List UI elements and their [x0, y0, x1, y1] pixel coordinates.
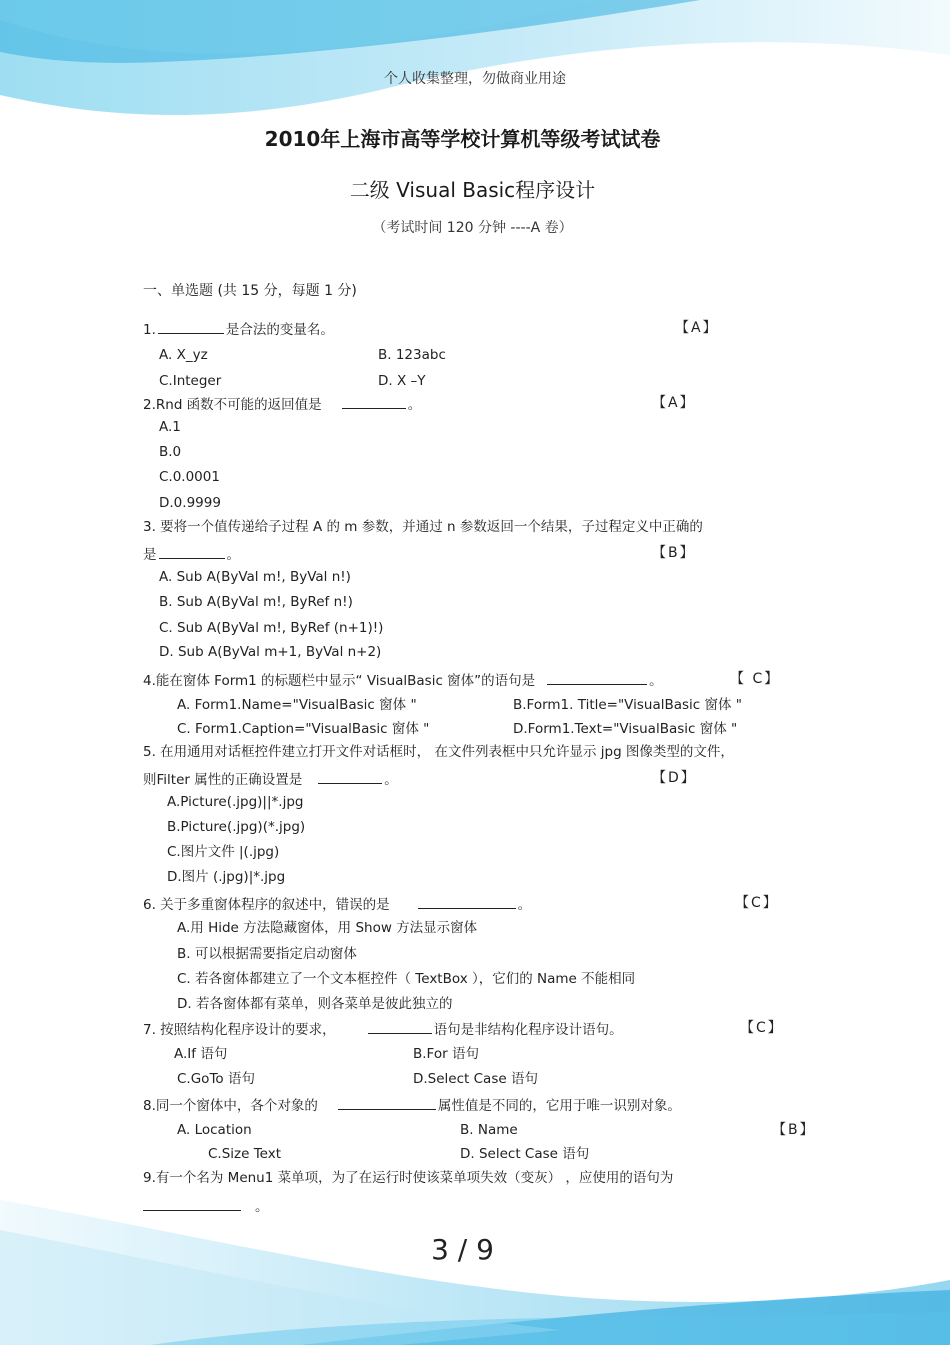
- question-4-option-a: A. Form1.Name="VisualBasic 窗体 ": [177, 697, 417, 713]
- question-5-option-d: D.图片 (.jpg)|*.jpg: [167, 869, 286, 885]
- question-8-option-d: D. Select Case 语句: [460, 1146, 590, 1162]
- answer-blank: [143, 1196, 241, 1211]
- page-number: 3 / 9: [431, 1233, 494, 1266]
- question-2-option-b: B.0: [159, 444, 182, 460]
- question-8-option-c: C.Size Text: [208, 1146, 282, 1162]
- section-heading: 一、单选题 (共 15 分，每题 1 分): [143, 283, 357, 299]
- question-4-option-b: B.Form1. Title="VisualBasic 窗体 ": [513, 697, 743, 713]
- answer-blank: [368, 1019, 432, 1034]
- question-2-option-a: A.1: [159, 419, 181, 435]
- question-7-stem: 7. 按照结构化程序设计的要求， 语句是非结构化程序设计语句。: [143, 1019, 623, 1039]
- question-1-option-b: B. 123abc: [378, 347, 446, 363]
- question-4-option-c: C. Form1.Caption="VisualBasic 窗体 ": [177, 721, 430, 737]
- answer-blank: [418, 894, 516, 909]
- question-8-stem: 8.同一个窗体中，各个对象的 属性值是不同的，它用于唯一识别对象。: [143, 1095, 681, 1115]
- question-5-option-c: C.图片文件 |(.jpg): [167, 844, 280, 860]
- question-1-stem: 1. 是合法的变量名。: [143, 319, 334, 339]
- exam-title: 2010年上海市高等学校计算机等级考试试卷: [264, 127, 661, 151]
- answer-blank: [318, 769, 382, 784]
- question-7-answer: 【C】: [740, 1020, 784, 1036]
- question-5-stem-continued: 则Filter 属性的正确设置是 。: [143, 769, 398, 789]
- question-8-option-a: A. Location: [177, 1122, 252, 1138]
- answer-blank: [158, 319, 224, 334]
- question-6-option-d: D. 若各窗体都有菜单，则各菜单是彼此独立的: [177, 996, 453, 1012]
- question-1-option-c: C.Integer: [159, 373, 222, 389]
- exam-subtitle: 二级 Visual Basic程序设计: [349, 178, 596, 202]
- question-5-answer: 【D】: [652, 770, 697, 786]
- question-9-stem-continued: 。: [143, 1196, 269, 1216]
- question-6-option-c: C. 若各窗体都建立了一个文本框控件（ TextBox ），它们的 Name 不能相同: [177, 971, 636, 987]
- question-3-option-d: D. Sub A(ByVal m+1, ByVal n+2): [159, 644, 382, 660]
- question-1-answer: 【A】: [675, 320, 719, 336]
- watermark-text: 个人收集整理，勿做商业用途: [384, 71, 566, 87]
- answer-blank: [547, 670, 647, 685]
- question-8-answer: 【B】: [772, 1122, 816, 1138]
- question-3-option-c: C. Sub A(ByVal m!, ByRef (n+1)!): [159, 620, 384, 636]
- question-7-option-a: A.If 语句: [174, 1046, 228, 1062]
- question-2-option-c: C.0.0001: [159, 469, 220, 485]
- question-4-stem: 4.能在窗体 Form1 的标题栏中显示“ VisualBasic 窗体”的语句是 。: [143, 670, 663, 690]
- question-4-option-d: D.Form1.Text="VisualBasic 窗体 ": [513, 721, 738, 737]
- exam-time-note: （考试时间 120 分钟 ----A 卷）: [372, 220, 573, 236]
- question-6-answer: 【C】: [735, 895, 779, 911]
- question-3-stem-continued: 是 。: [143, 544, 240, 564]
- question-6-stem: 6. 关于多重窗体程序的叙述中，错误的是 。: [143, 894, 531, 914]
- question-8-option-b: B. Name: [460, 1122, 518, 1138]
- question-3-stem: 3. 要将一个值传递给子过程 A 的 m 参数，并通过 n 参数返回一个结果，子过程定义中正确的: [143, 519, 703, 535]
- question-5-stem: 5. 在用通用对话框控件建立打开文件对话框时， 在文件列表框中只允许显示 jpg 图像类型的文件，: [143, 744, 734, 760]
- question-7-option-c: C.GoTo 语句: [177, 1071, 255, 1087]
- question-9-stem: 9.有一个名为 Menu1 菜单项，为了在运行时使该菜单项失效（变灰） ，应使用的语句为: [143, 1170, 674, 1186]
- question-7-option-b: B.For 语句: [413, 1046, 479, 1062]
- question-6-option-a: A.用 Hide 方法隐藏窗体，用 Show 方法显示窗体: [177, 920, 478, 936]
- question-4-answer: 【 C】: [730, 671, 781, 687]
- answer-blank: [159, 544, 225, 559]
- question-3-option-a: A. Sub A(ByVal m!, ByVal n!): [159, 569, 351, 585]
- question-3-answer: 【B】: [652, 545, 696, 561]
- question-7-option-d: D.Select Case 语句: [413, 1071, 538, 1087]
- question-5-option-a: A.Picture(.jpg)||*.jpg: [167, 794, 304, 810]
- question-1-option-a: A. X_yz: [159, 347, 208, 363]
- question-2-answer: 【A】: [652, 395, 696, 411]
- answer-blank: [342, 394, 406, 409]
- question-3-option-b: B. Sub A(ByVal m!, ByRef n!): [159, 594, 353, 610]
- question-1-option-d: D. X –Y: [378, 373, 426, 389]
- question-2-stem: 2.Rnd 函数不可能的返回值是 。: [143, 394, 421, 414]
- question-6-option-b: B. 可以根据需要指定启动窗体: [177, 946, 357, 962]
- answer-blank: [338, 1095, 436, 1110]
- question-2-option-d: D.0.9999: [159, 495, 221, 511]
- question-5-option-b: B.Picture(.jpg)(*.jpg): [167, 819, 306, 835]
